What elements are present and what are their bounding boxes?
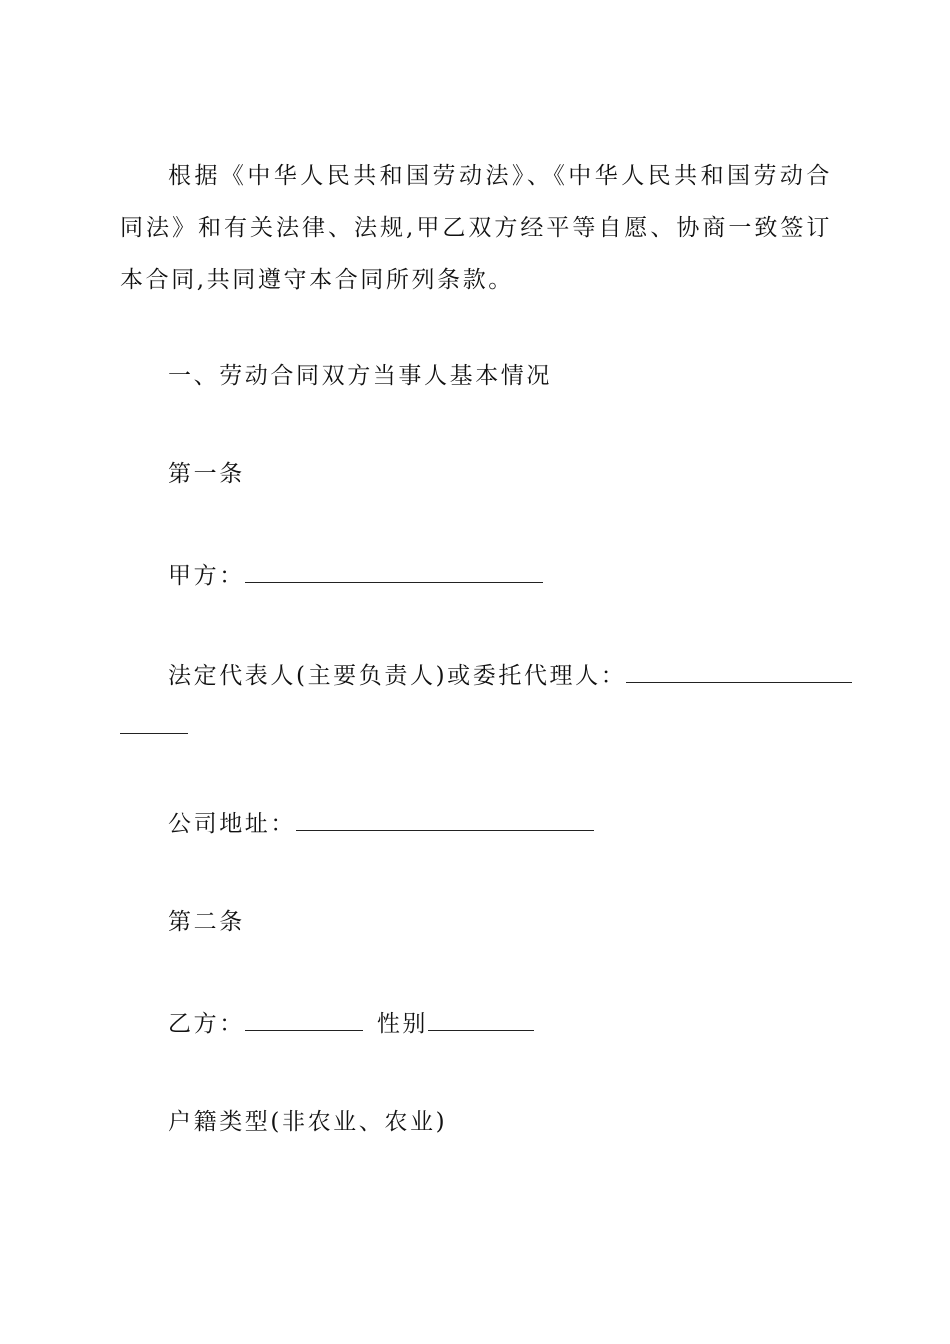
party-a-blank[interactable] xyxy=(245,562,543,583)
legal-rep-blank-continuation[interactable] xyxy=(120,733,188,734)
address-blank[interactable] xyxy=(296,810,594,831)
legal-rep-line xyxy=(168,661,852,691)
section-title: 一、劳动合同双方当事人基本情况 xyxy=(168,363,552,389)
party-b-label: 乙方： xyxy=(168,1011,245,1037)
intro-paragraph: 根据《中华人民共和国劳动法》、《中华人民共和国劳动合同法》和有关法律、法规,甲乙双方经平等自愿、协商一致签订本合同,共同遵守本合同所列条款。 xyxy=(120,163,832,293)
legal-rep-label: 法定代表人(主要负责人)或委托代理人： xyxy=(168,663,627,689)
gender-blank[interactable] xyxy=(428,1010,534,1031)
party-a-label: 甲方： xyxy=(168,563,245,589)
party-a-line xyxy=(168,561,543,591)
address-label: 公司地址： xyxy=(168,811,296,837)
article-two-heading: 第二条 xyxy=(168,909,245,935)
gender-label: 性别 xyxy=(376,1011,429,1037)
article-one-heading: 第一条 xyxy=(168,461,245,487)
household-type-line: 户籍类型(非农业、农业) xyxy=(168,1109,448,1135)
address-line xyxy=(168,809,594,839)
party-b-line xyxy=(168,1009,534,1039)
legal-rep-blank[interactable] xyxy=(626,662,852,683)
party-b-blank[interactable] xyxy=(245,1010,363,1031)
